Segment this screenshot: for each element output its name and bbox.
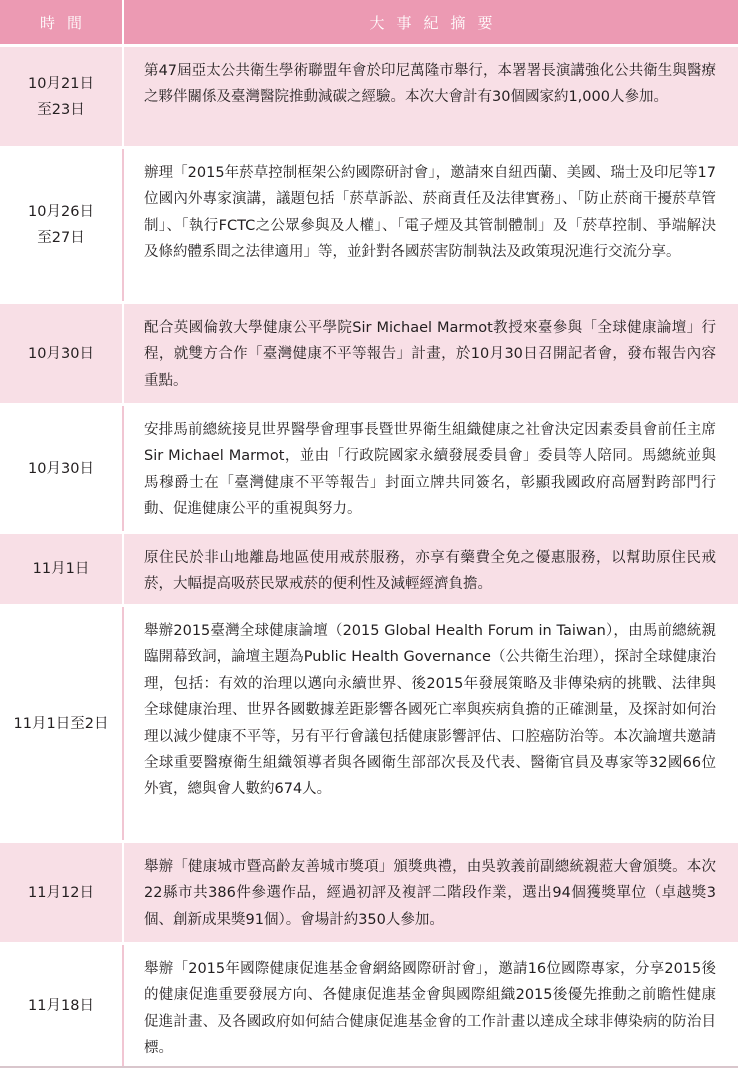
table-row (0, 942, 738, 1066)
row-date: 11月1日至2日 (0, 607, 124, 840)
row-description: 舉辦「健康城市暨高齡友善城市獎項」頒獎典禮，由吳敦義前副總統親蒞大會頒獎。本次22縣市共386件參選作品，經過初評及複評二階段作業，選出94個獲獎單位（卓越獎3個、創新成果獎91個）。會場計約350人參加。 (144, 859, 716, 928)
row-date: 10月30日 (0, 304, 124, 403)
table-row (0, 531, 738, 604)
table-row (0, 44, 738, 146)
table-header (0, 0, 738, 44)
row-description: 舉辦「2015年國際健康促進基金會網絡國際研討會」，邀請16位國際專家，分享2015後的健康促進重要發展方向、各健康促進基金會與國際組織2015後優先推動之前瞻性健康促進計畫、及各國政府如何結合健康促進基金會的工作計畫以達成全球非傳染病的防治目標。 (144, 961, 716, 1057)
table-row (0, 840, 738, 942)
row-date: 11月1日 (0, 534, 124, 604)
row-description: 安排馬前總統接見世界醫學會理事長暨世界衛生組織健康之社會決定因素委員會前任主席Sir Michael Marmot，並由「行政院國家永續發展委員會」委員等人陪同。馬總統並與馬穆爵士在「臺灣健康不平等報告」封面立牌共同簽名，彰顯我國政府高層對跨部門行動、促進健康公平的重視與努力。 (144, 422, 716, 518)
row-date: 10月26日 至27日 (0, 149, 124, 301)
row-description: 配合英國倫敦大學健康公平學院Sir Michael Marmot教授來臺參與「全球健康論壇」行程，就雙方合作「臺灣健康不平等報告」計畫，於10月30日召開記者會，發布報告內容重點。 (144, 320, 716, 389)
row-description: 原住民於非山地離島地區使用戒菸服務，亦享有藥費全免之優惠服務，以幫助原住民戒菸，大幅提高吸菸民眾戒菸的便利性及減輕經濟負擔。 (144, 550, 716, 593)
header-time: 時間 (0, 0, 124, 44)
row-date: 10月21日 至23日 (0, 47, 124, 146)
table-row (0, 146, 738, 301)
row-date: 11月18日 (0, 945, 124, 1066)
row-date: 11月12日 (0, 843, 124, 942)
row-date: 10月30日 (0, 406, 124, 531)
table-row (0, 604, 738, 840)
row-description: 辦理「2015年菸草控制框架公約國際研討會」，邀請來自紐西蘭、美國、瑞士及印尼等17位國內外專家演講，議題包括「菸草訴訟、菸商責任及法律實務」、「防止菸商干擾菸草管制」、「執行FCTC之公眾參與及人權」、「電子煙及其管制體制」及「菸草控制、爭端解決及條約體系間之法律適用」等，並針對各國菸害防制執法及政策現況進行交流分享。 (144, 165, 716, 261)
row-description: 舉辦2015臺灣全球健康論壇（2015 Global Health Forum in Taiwan），由馬前總統親臨開幕致詞，論壇主題為Public Health Governance（公共衛生治理），探討全球健康治理，包括：有效的治理以邁向永續世界、後2015年發展策略及非傳染病的挑戰、法律與全球健康治理、世界各國數據差距影響各國死亡率與疾病負擔的正確測量，及探討如何治理以減少健康不平等，另有平行會議包括健康影響評估、口腔癌防治等。本次論壇共邀請全球重要醫療衛生組織領導者與各國衛生部部次長及代表、醫衛官員及專家等32國66位外賓，總與會人數約674人。 (144, 623, 716, 798)
header-events-summary: 大事紀摘要 (369, 13, 505, 32)
table-row (0, 403, 738, 531)
row-description: 第47屆亞太公共衛生學術聯盟年會於印尼萬隆市舉行，本署署長演講強化公共衛生與醫療之夥伴關係及臺灣醫院推動減碳之經驗。本次大會計有30個國家約1,000人參加。 (144, 63, 716, 106)
table-row (0, 301, 738, 403)
